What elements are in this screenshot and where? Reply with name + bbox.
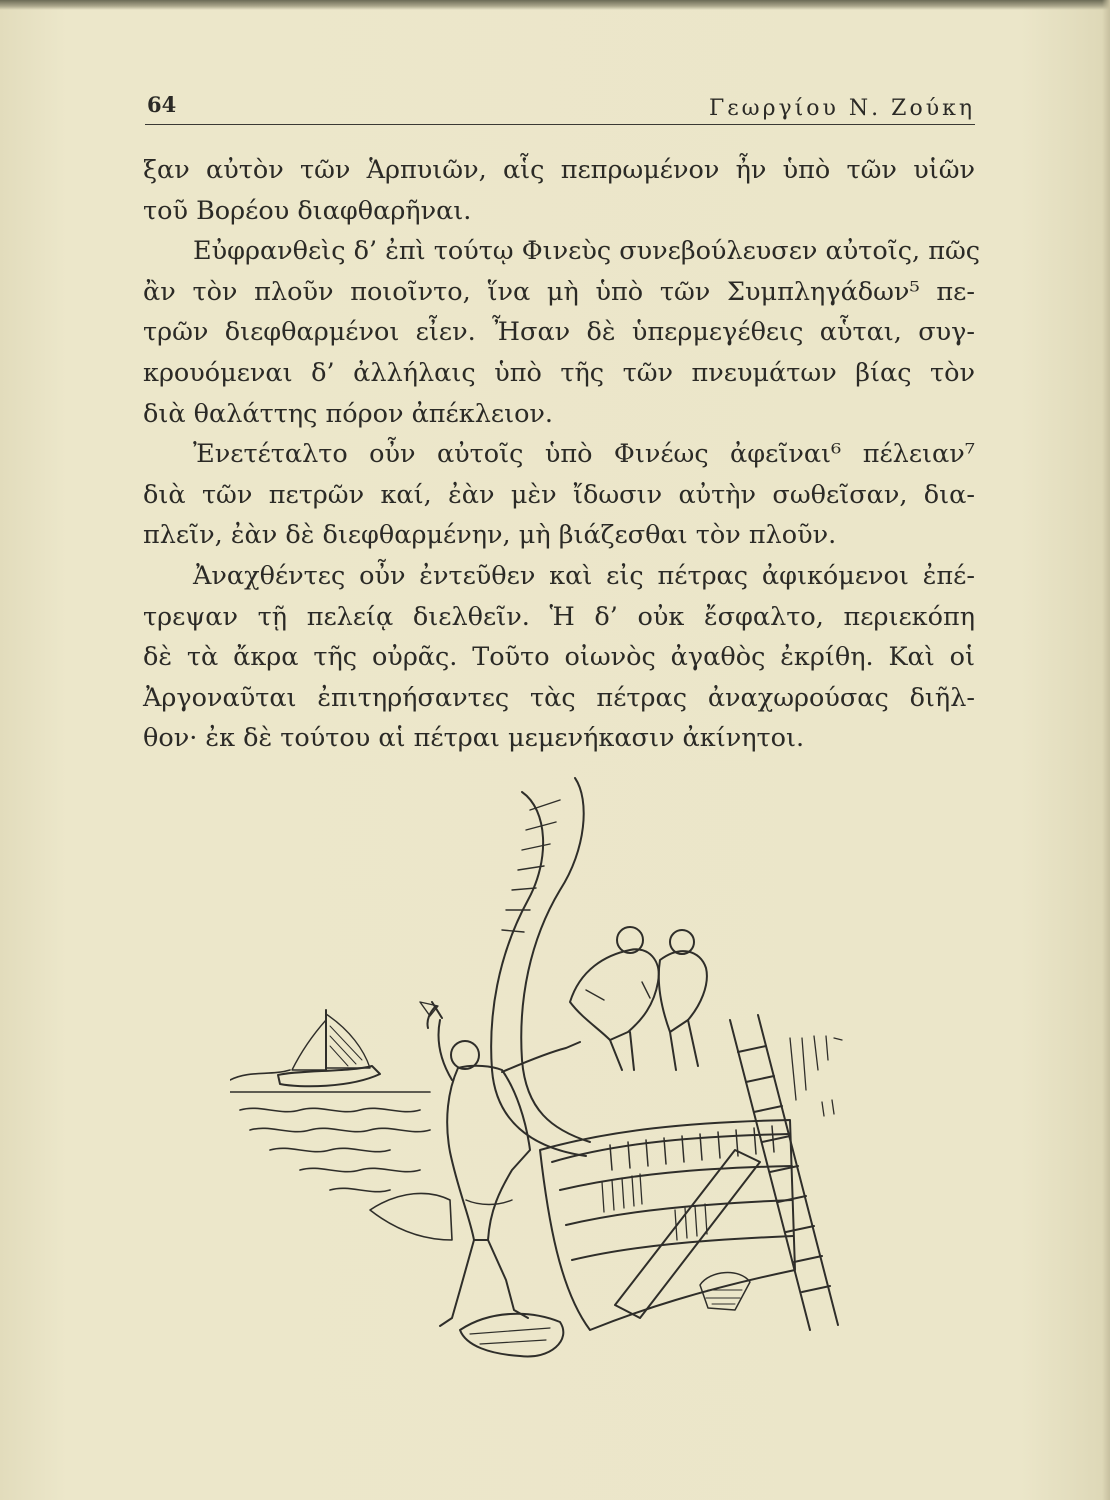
text-line: κρουόμεναι δ’ ἀλλήλαις ὑπὸ τῆς τῶν πνευμάτων βίας τὸν bbox=[143, 357, 975, 388]
header-rule bbox=[145, 124, 975, 125]
argonaut-figure bbox=[420, 1002, 580, 1326]
text-line: διὰ θαλάττης πόρον ἀπέκλειον. bbox=[143, 398, 554, 429]
crew-figures bbox=[570, 927, 707, 1070]
text-line: Ἐνετέταλτο οὖν αὐτοῖς ὑπὸ Φινέως ἀφεῖναι⁶ πέλειαν⁷ bbox=[193, 439, 975, 470]
text-line: τρῶν διεφθαρμένοι εἶεν. Ἦσαν δὲ ὑπερμεγέθεις αὗται, συγ- bbox=[143, 317, 975, 348]
text-line: Ἀργοναῦται ἐπιτηρήσαντες τὰς πέτρας ἀναχωρούσας διῆλ- bbox=[143, 682, 975, 713]
ladder bbox=[730, 1015, 838, 1330]
page-right-edge bbox=[1102, 0, 1110, 1500]
text-line: Εὐφρανθεὶς δ’ ἐπὶ τούτῳ Φινεὺς συνεβούλευσεν αὐτοῖς, πῶς bbox=[193, 236, 981, 267]
text-line: τοῦ Βορέου διαφθαρῆναι. bbox=[143, 195, 472, 226]
text-line: Ἀναχθέντες οὖν ἐντεῦθεν καὶ εἰς πέτρας ἀφικόμενοι ἐπέ- bbox=[193, 560, 975, 591]
text-line: διὰ τῶν πετρῶν καί, ἐὰν μὲν ἴδωσιν αὐτὴν σωθεῖσαν, δια- bbox=[143, 479, 975, 510]
text-line: θον· ἐκ δὲ τούτου αἱ πέτραι μεμενήκασιν ἀκίνητοι. bbox=[143, 723, 805, 754]
page-header bbox=[145, 92, 975, 126]
distant-ship bbox=[278, 1010, 380, 1086]
page-number: 64 bbox=[147, 92, 177, 117]
body-text bbox=[143, 150, 981, 759]
text-line: ἂν τὸν πλοῦν ποιοῖντο, ἵνα μὴ ὑπὸ τῶν Συμπληγάδων⁵ πε- bbox=[143, 276, 975, 307]
stern-post bbox=[521, 778, 590, 1142]
text-line: ξαν αὐτὸν τῶν Ἁρπυιῶν, αἷς πεπρωμένον ἦν ὑπὸ τῶν υἱῶν bbox=[143, 155, 975, 185]
argonaut-illustration bbox=[230, 770, 850, 1360]
plank bbox=[615, 1150, 760, 1318]
ship-hull bbox=[540, 1120, 795, 1330]
text-line: πλεῖν, ἐὰν δὲ διεφθαρμένην, μὴ βιάζεσθαι τὸν πλοῦν. bbox=[143, 520, 837, 551]
shore-rocks bbox=[370, 1193, 452, 1240]
text-line: τρεψαν τῇ πελείᾳ διελθεῖν. Ἡ δ’ οὐκ ἔσφαλτο, περιεκόπη bbox=[143, 601, 975, 632]
text-line: δὲ τὰ ἄκρα τῆς οὐρᾶς. Τοῦτο οἰωνὸς ἀγαθὸς ἐκρίθη. Καὶ οἱ bbox=[143, 642, 975, 673]
running-head: Γεωργίου Ν. Ζούκη bbox=[709, 96, 975, 121]
page-top-edge bbox=[0, 0, 1110, 10]
sea-waves bbox=[230, 1070, 430, 1192]
